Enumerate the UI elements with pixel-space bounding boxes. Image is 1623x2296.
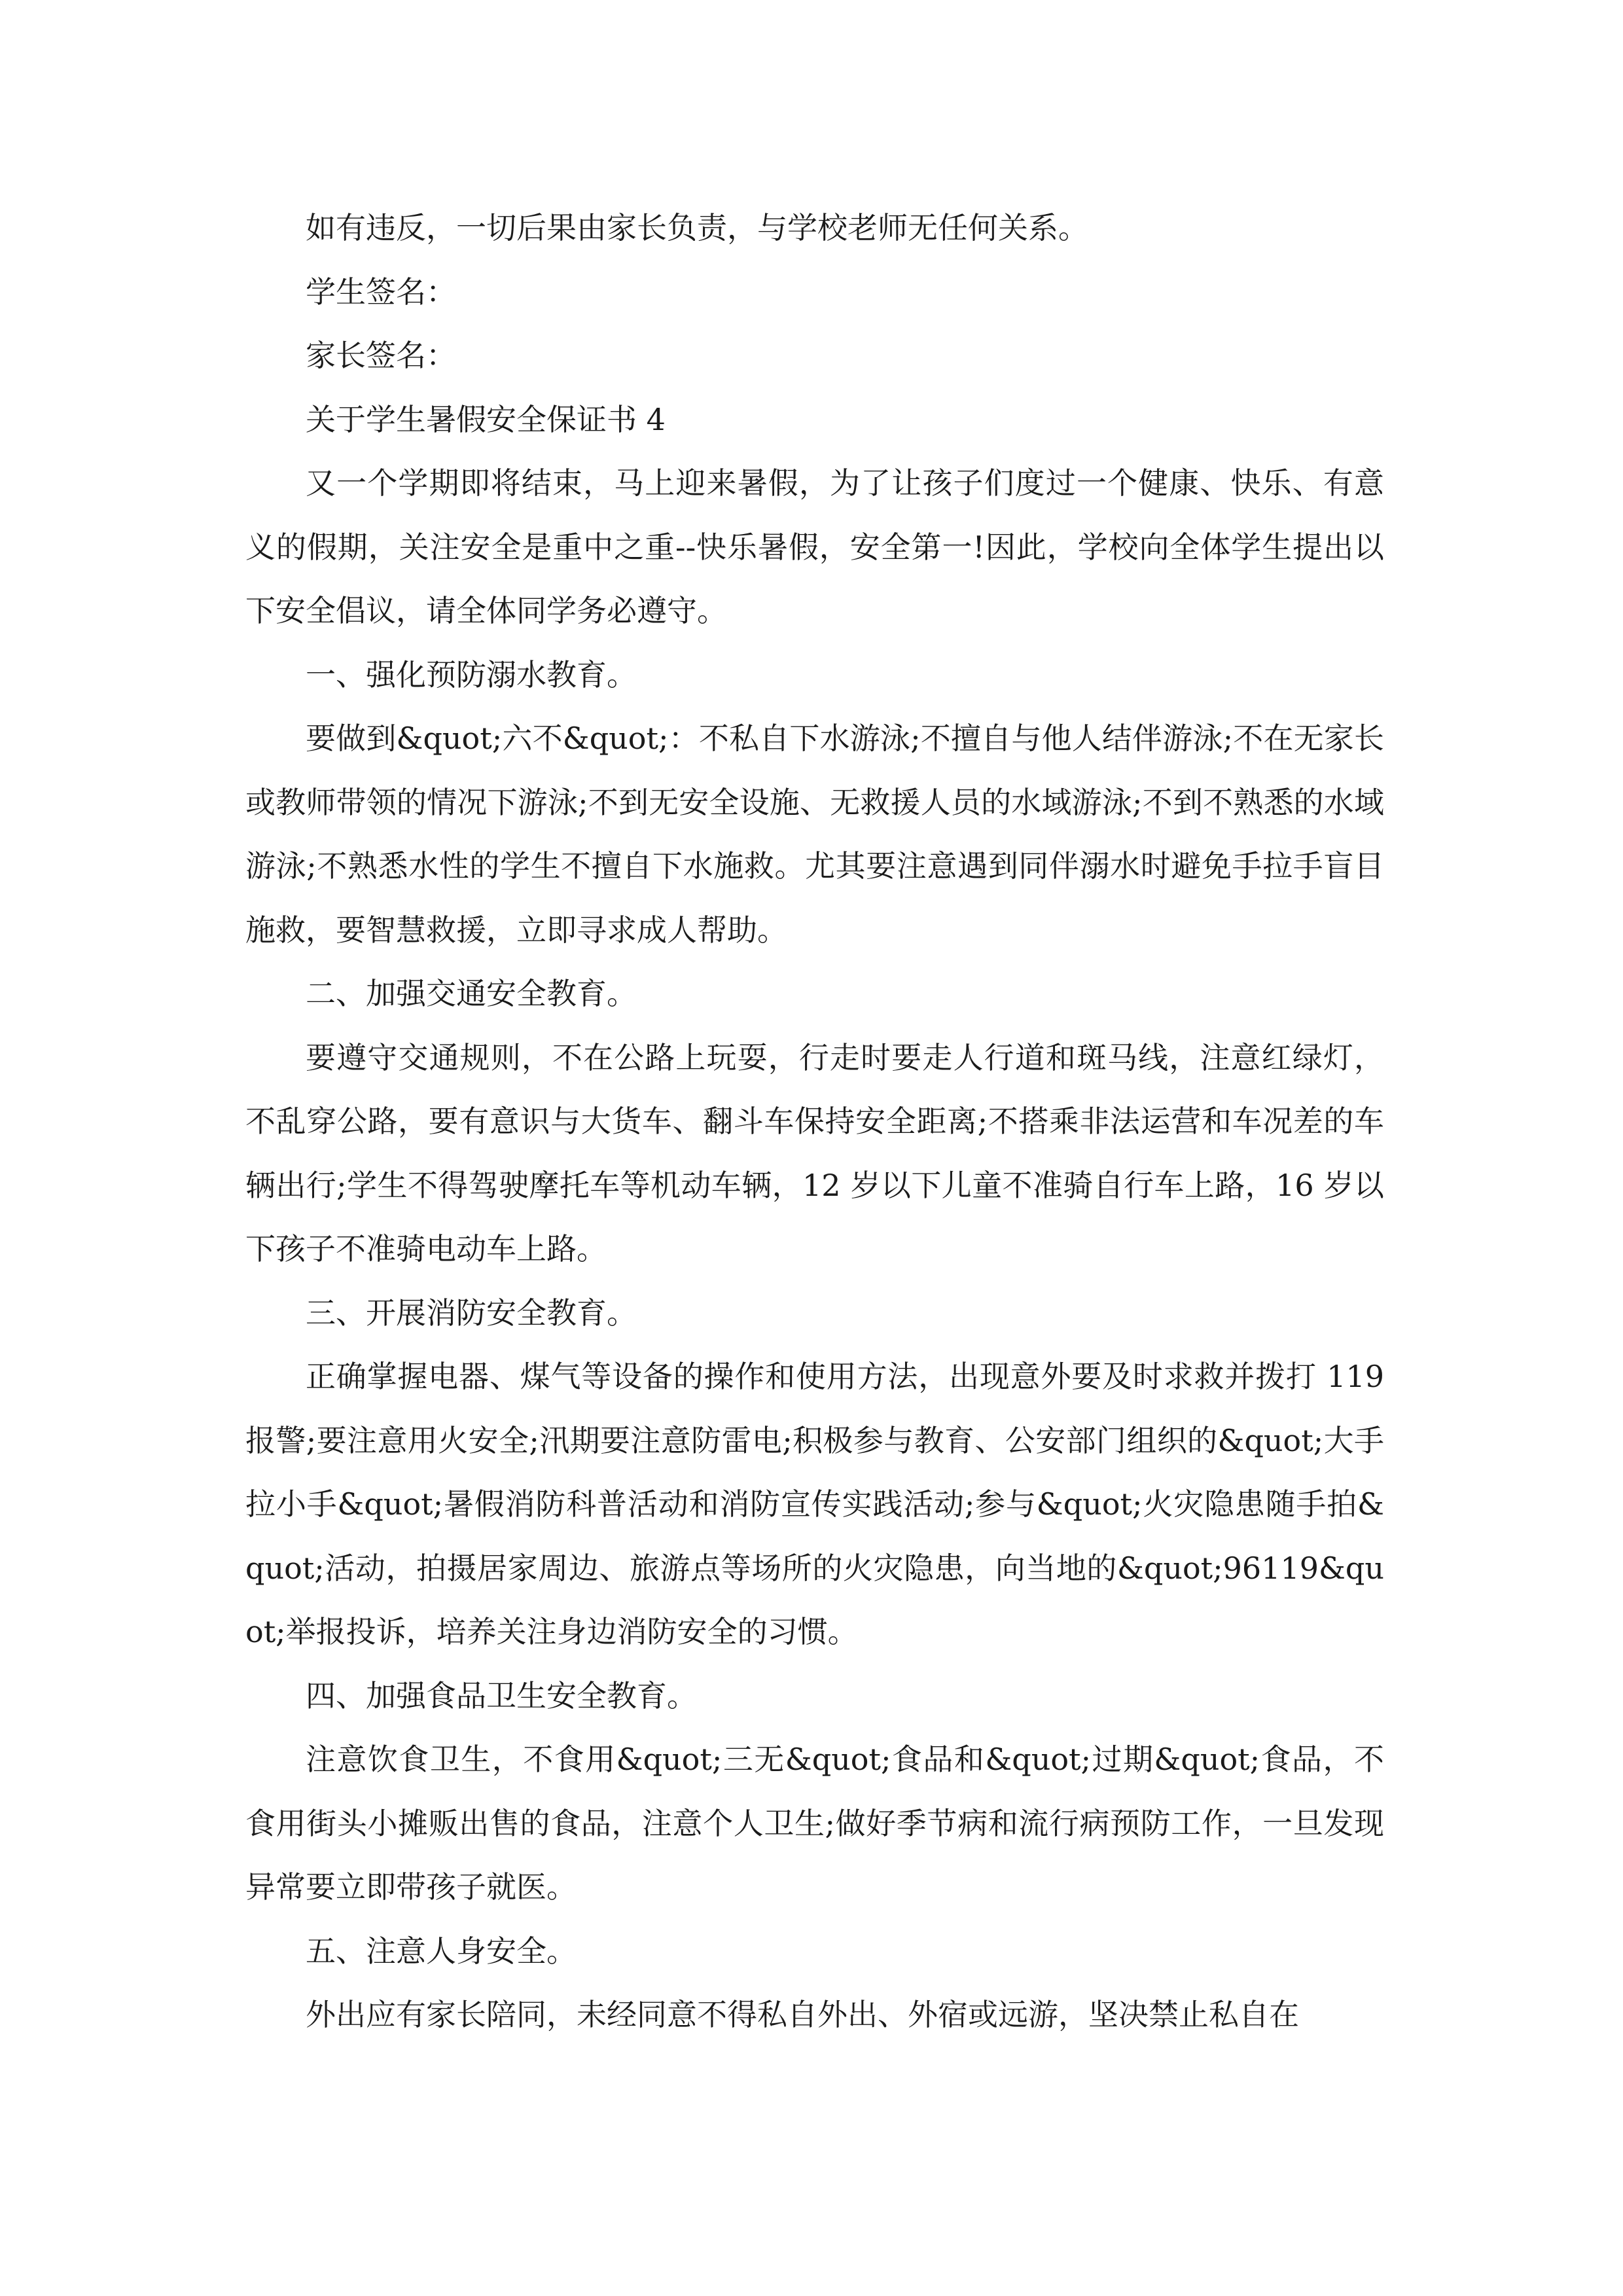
paragraph-food-safety: 注意饮食卫生，不食用&quot;三无&quot;食品和&quot;过期&quot;食品，不食用街头小摊贩出售的食品，注意个人卫生;做好季节病和流行病预防工作，一旦发现异常要立即带孩子就医。	[245, 1742, 1384, 1905]
paragraph-personal-safety: 外出应有家长陪同，未经同意不得私自外出、外宿或远游，坚决禁止私自在	[306, 1997, 1299, 2032]
heading-traffic-safety: 二、加强交通安全教育。	[306, 976, 637, 1011]
heading-drowning-prevention: 一、强化预防溺水教育。	[306, 656, 637, 692]
paragraph-traffic-safety: 要遵守交通规则，不在公路上玩耍，行走时要走人行道和斑马线，注意红绿灯，不乱穿公路，要有意识与大货车、翻斗车保持安全距离;不搭乘非法运营和车况差的车辆出行;学生不得驾驶摩托车等机动车辆，12 岁以下儿童不准骑自行车上路，16 岁以下孩子不准骑电动车上路。	[245, 1039, 1384, 1266]
heading-fire-safety: 三、开展消防安全教育。	[306, 1295, 637, 1331]
student-signature-line: 学生签名：	[306, 274, 456, 310]
paragraph-drowning-prevention: 要做到&quot;六不&quot;：不私自下水游泳;不擅自与他人结伴游泳;不在无家长或教师带领的情况下游泳;不到无安全设施、无救援人员的水域游泳;不到不熟悉的水域游泳;不熟悉水性的学生不擅自下水施救。尤其要注意遇到同伴溺水时避免手拉手盲目施救，要智慧救援，立即寻求成人帮助。	[245, 721, 1384, 948]
paragraph-fire-safety: 正确掌握电器、煤气等设备的操作和使用方法，出现意外要及时求救并拨打 119 报警;要注意用火安全;汛期要注意防雷电;积极参与教育、公安部门组织的&quot;大手拉小手&quot;暑假消防科普活动和消防宣传实践活动;参与&quot;火灾隐患随手拍&quot;活动，拍摄居家周边、旅游点等场所的火灾隐患，向当地的&quot;96119&quot;举报投诉，培养关注身边消防安全的习惯。	[245, 1359, 1384, 1649]
paragraph-intro: 又一个学期即将结束，马上迎来暑假，为了让孩子们度过一个健康、快乐、有意义的假期，关注安全是重中之重--快乐暑假，安全第一!因此，学校向全体学生提出以下安全倡议，请全体同学务必遵守。	[245, 465, 1384, 628]
document-body	[245, 196, 1384, 2047]
parent-signature-line: 家长签名：	[306, 338, 456, 373]
section-title: 关于学生暑假安全保证书 4	[306, 401, 666, 437]
heading-personal-safety: 五、注意人身安全。	[306, 1933, 577, 1969]
paragraph-disclaimer: 如有违反，一切后果由家长负责，与学校老师无任何关系。	[306, 210, 1088, 245]
heading-food-safety: 四、加强食品卫生安全教育。	[306, 1677, 697, 1713]
